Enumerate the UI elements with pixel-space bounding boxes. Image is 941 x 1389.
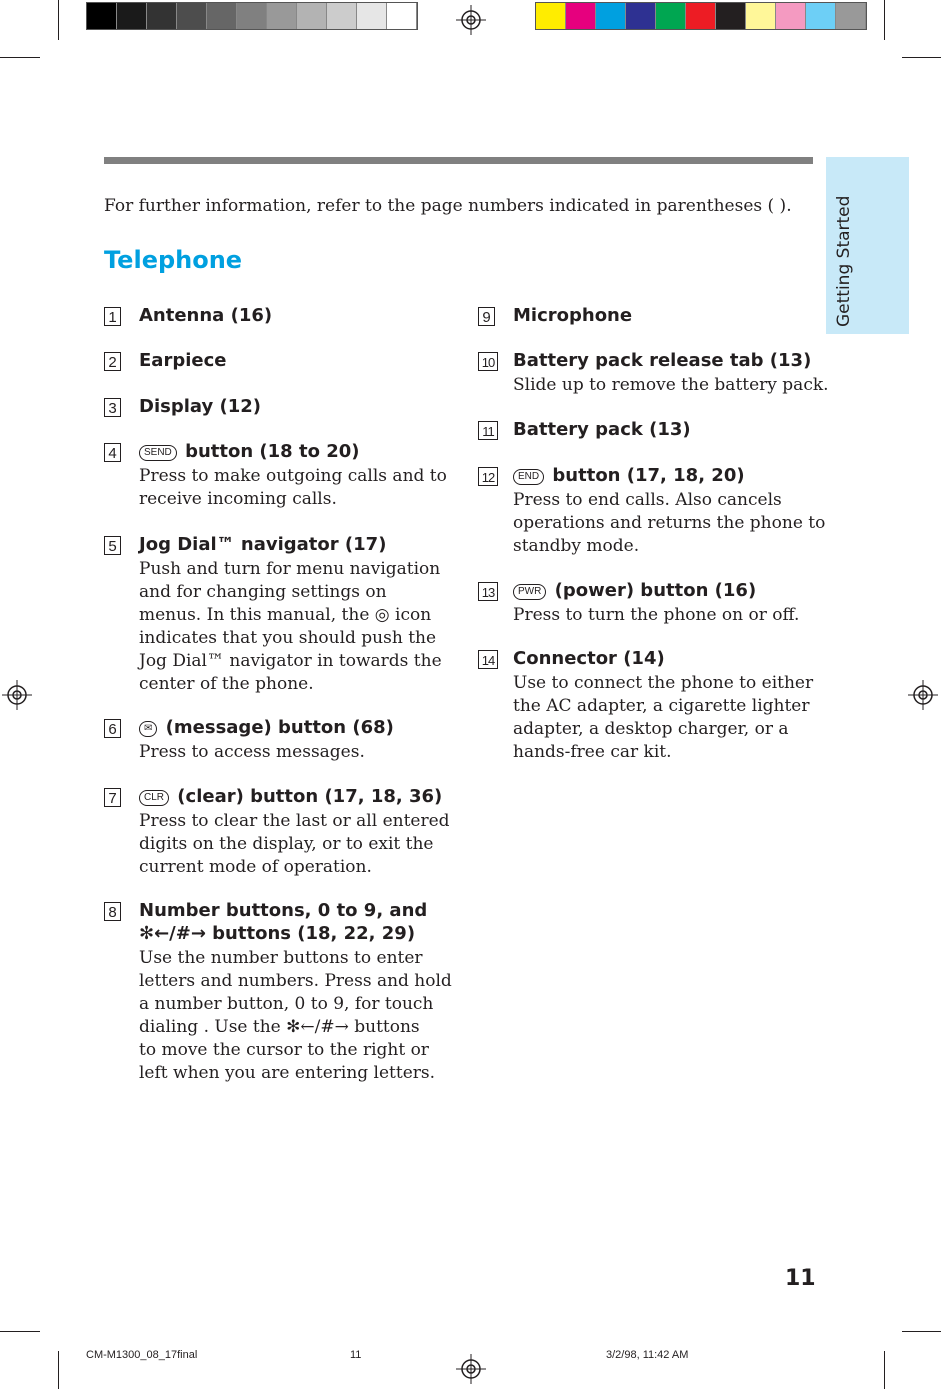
color-swatch — [656, 3, 686, 29]
crop-mark — [58, 0, 59, 40]
description-line: indicates that you should push the — [139, 628, 437, 648]
item-number-badge: 5 — [104, 536, 121, 555]
item-number-badge: 3 — [104, 398, 121, 417]
item-title: SEND button (18 to 20) — [139, 441, 360, 462]
item-description — [139, 558, 442, 696]
item-number-badge: 14 — [478, 650, 498, 669]
description-line: standby mode. — [513, 536, 640, 556]
description-line: dialing . Use the ✻←/#→ buttons — [139, 1017, 420, 1037]
footer-date: 3/2/98, 11:42 AM — [606, 1349, 689, 1361]
item-title: Connector (14) — [513, 648, 665, 669]
key-icon: ✉ — [139, 721, 157, 737]
registration-mark-icon — [456, 1354, 486, 1384]
color-swatch — [566, 3, 596, 29]
color-swatch — [716, 3, 746, 29]
registration-mark-icon — [2, 680, 32, 710]
side-tab-label: Getting Started — [834, 195, 854, 327]
color-swatch — [626, 3, 656, 29]
item-title: ✉ (message) button (68) — [139, 717, 394, 738]
item-description — [139, 810, 450, 879]
description-line: Press to make outgoing calls and to — [139, 466, 447, 486]
color-swatch — [117, 3, 147, 29]
item-number-badge: 13 — [478, 582, 498, 601]
item-number-badge: 10 — [478, 352, 498, 371]
gray-color-bar — [86, 2, 418, 30]
item-number-badge: 1 — [104, 307, 121, 326]
item-number-badge: 2 — [104, 352, 121, 371]
description-line: receive incoming calls. — [139, 489, 337, 509]
item-description — [513, 604, 799, 627]
description-line: Use to connect the phone to either — [513, 673, 814, 693]
description-line: adapter, a desktop charger, or a — [513, 719, 789, 739]
color-swatch — [237, 3, 267, 29]
side-tab — [826, 157, 909, 334]
footer-page: 11 — [350, 1349, 362, 1361]
footer-file: CM-M1300_08_17final — [86, 1349, 198, 1361]
item-title: Number buttons, 0 to 9, and — [139, 900, 428, 921]
description-line: Slide up to remove the battery pack. — [513, 375, 829, 395]
color-swatch — [536, 3, 566, 29]
color-swatch — [596, 3, 626, 29]
item-title: Earpiece — [139, 350, 227, 371]
intro-text: For further information, refer to the page numbers indicated in parentheses ( ). — [104, 196, 792, 216]
item-description — [139, 465, 447, 511]
item-title: END button (17, 18, 20) — [513, 465, 745, 486]
item-number-badge: 9 — [478, 307, 495, 326]
process-color-bar — [535, 2, 867, 30]
key-icon: SEND — [139, 445, 177, 461]
item-number-badge: 11 — [478, 421, 498, 440]
crop-mark — [902, 1331, 941, 1332]
color-swatch — [207, 3, 237, 29]
description-line: Use the number buttons to enter — [139, 948, 423, 968]
description-line: Jog Dial™ navigator in towards the — [139, 651, 442, 671]
color-swatch — [806, 3, 836, 29]
color-swatch — [746, 3, 776, 29]
crop-mark — [902, 57, 941, 58]
description-line: Press to end calls. Also cancels — [513, 490, 782, 510]
page-number: 11 — [785, 1266, 816, 1291]
description-line: left when you are entering letters. — [139, 1063, 436, 1083]
color-swatch — [177, 3, 207, 29]
item-description — [513, 672, 813, 764]
crop-mark — [0, 1331, 40, 1332]
item-description — [139, 741, 365, 764]
description-line: digits on the display, or to exit the — [139, 834, 434, 854]
crop-mark — [884, 0, 885, 40]
item-description — [513, 374, 829, 397]
description-line: center of the phone. — [139, 674, 314, 694]
description-line: a number button, 0 to 9, for touch — [139, 994, 434, 1014]
crop-mark — [58, 1351, 59, 1389]
color-swatch — [776, 3, 806, 29]
registration-mark-icon — [908, 680, 938, 710]
item-title: Display (12) — [139, 396, 261, 417]
color-swatch — [327, 3, 357, 29]
color-swatch — [267, 3, 297, 29]
color-swatch — [836, 3, 866, 29]
description-line: hands-free car kit. — [513, 742, 672, 762]
description-line: operations and returns the phone to — [513, 513, 826, 533]
description-line: Press to access messages. — [139, 742, 365, 762]
description-line: current mode of operation. — [139, 857, 372, 877]
crop-mark — [0, 57, 40, 58]
description-line: letters and numbers. Press and hold — [139, 971, 452, 991]
item-description — [513, 489, 825, 558]
item-number-badge: 12 — [478, 467, 498, 486]
color-swatch — [357, 3, 387, 29]
item-title: Microphone — [513, 305, 633, 326]
key-icon: END — [513, 469, 544, 485]
color-swatch — [147, 3, 177, 29]
description-line: Press to clear the last or all entered — [139, 811, 450, 831]
item-number-badge: 6 — [104, 719, 121, 738]
description-line: the AC adapter, a cigarette lighter — [513, 696, 810, 716]
description-line: Press to turn the phone on or off. — [513, 605, 800, 625]
item-title: Battery pack release tab (13) — [513, 350, 812, 371]
description-line: Push and turn for menu navigation — [139, 559, 441, 579]
item-number-badge: 8 — [104, 902, 121, 921]
item-title-line2: ✻←/#→ buttons (18, 22, 29) — [139, 923, 416, 944]
description-line: to move the cursor to the right or — [139, 1040, 429, 1060]
item-number-badge: 7 — [104, 788, 121, 807]
item-title: Battery pack (13) — [513, 419, 691, 440]
color-swatch — [686, 3, 716, 29]
item-title: CLR (clear) button (17, 18, 36) — [139, 786, 442, 807]
registration-mark-icon — [456, 5, 486, 35]
item-title: PWR (power) button (16) — [513, 580, 756, 601]
description-line: and for changing settings on — [139, 582, 387, 602]
section-title: Telephone — [104, 246, 243, 274]
item-title: Antenna (16) — [139, 305, 273, 326]
key-icon: CLR — [139, 790, 169, 806]
item-description — [139, 947, 452, 1085]
color-swatch — [87, 3, 117, 29]
item-title: Jog Dial™ navigator (17) — [139, 534, 387, 555]
item-number-badge: 4 — [104, 443, 121, 462]
color-swatch — [297, 3, 327, 29]
header-rule — [104, 157, 813, 164]
key-icon: PWR — [513, 584, 546, 600]
description-line: menus. In this manual, the ◎ icon — [139, 605, 432, 625]
crop-mark — [884, 1351, 885, 1389]
color-swatch — [387, 3, 417, 29]
